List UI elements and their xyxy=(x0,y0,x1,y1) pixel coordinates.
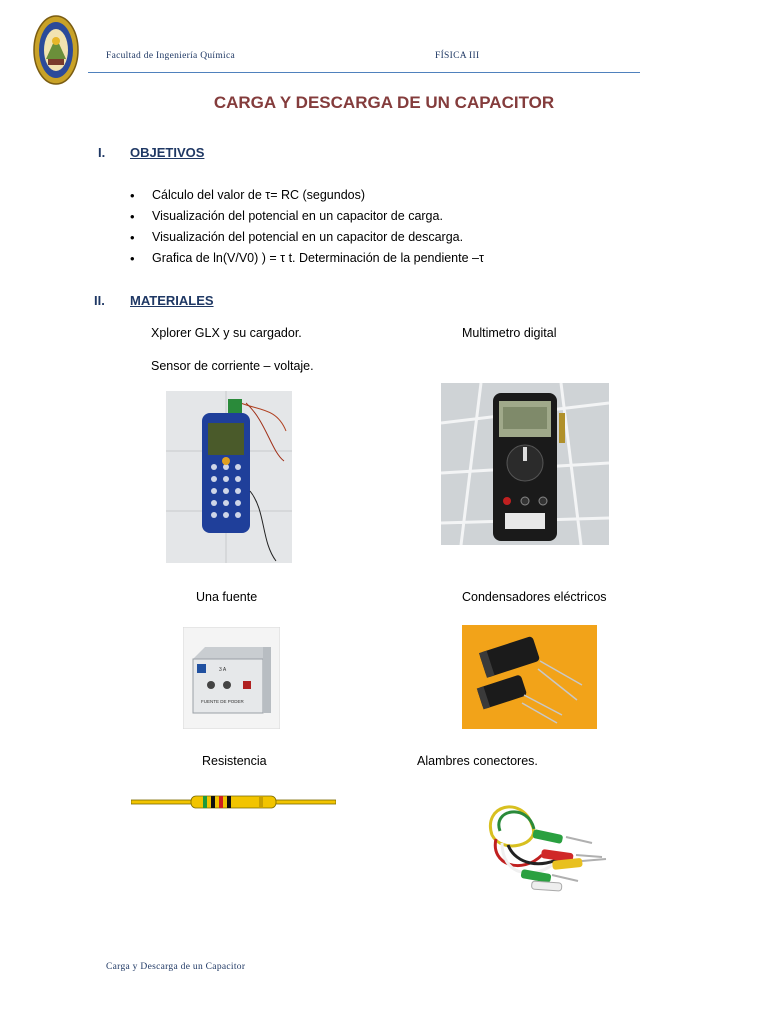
material-capacitors: Condensadores eléctricos xyxy=(462,590,607,604)
power-source-label: FUENTE DE PODER xyxy=(201,699,244,704)
header-rule xyxy=(88,72,640,73)
page-footer: Carga y Descarga de un Capacitor xyxy=(106,962,246,972)
objective-item: • Visualización del potencial en un capacitor de descarga. xyxy=(130,227,484,248)
material-sensor: Sensor de corriente – voltaje. xyxy=(151,359,314,373)
material-multimeter: Multimetro digital xyxy=(462,326,557,340)
capacitors-photo xyxy=(462,625,597,729)
material-source: Una fuente xyxy=(196,590,258,604)
university-logo xyxy=(33,15,79,85)
header-course: FÍSICA III xyxy=(435,51,480,61)
resistor-drawing xyxy=(131,795,336,809)
xplorer-photo xyxy=(166,391,292,563)
power-source-amp: 3 A xyxy=(219,667,227,673)
page-title: CARGA Y DESCARGA DE UN CAPACITOR xyxy=(213,93,555,112)
objective-item: • Grafica de ln(V/V0) ) = τ t. Determinación de la pendiente –τ xyxy=(130,248,484,269)
objective-item: • Cálculo del valor de τ= RC (segundos) xyxy=(130,185,484,206)
section-objectives-number: I. xyxy=(98,145,106,160)
wires-photo xyxy=(462,785,609,905)
section-materials-title: MATERIALES xyxy=(130,293,214,308)
power-source-photo xyxy=(183,627,280,729)
objectives-list xyxy=(130,185,484,269)
material-resistor: Resistencia xyxy=(202,754,267,768)
section-objectives-title: OBJETIVOS xyxy=(130,145,205,160)
material-wires: Alambres conectores. xyxy=(417,754,538,768)
material-xplorer: Xplorer GLX y su cargador. xyxy=(151,326,302,340)
multimeter-photo xyxy=(441,383,609,545)
header-faculty: Facultad de Ingeniería Química xyxy=(106,51,236,61)
section-materials-number: II. xyxy=(94,293,105,308)
objective-item: • Visualización del potencial en un capacitor de carga. xyxy=(130,206,484,227)
